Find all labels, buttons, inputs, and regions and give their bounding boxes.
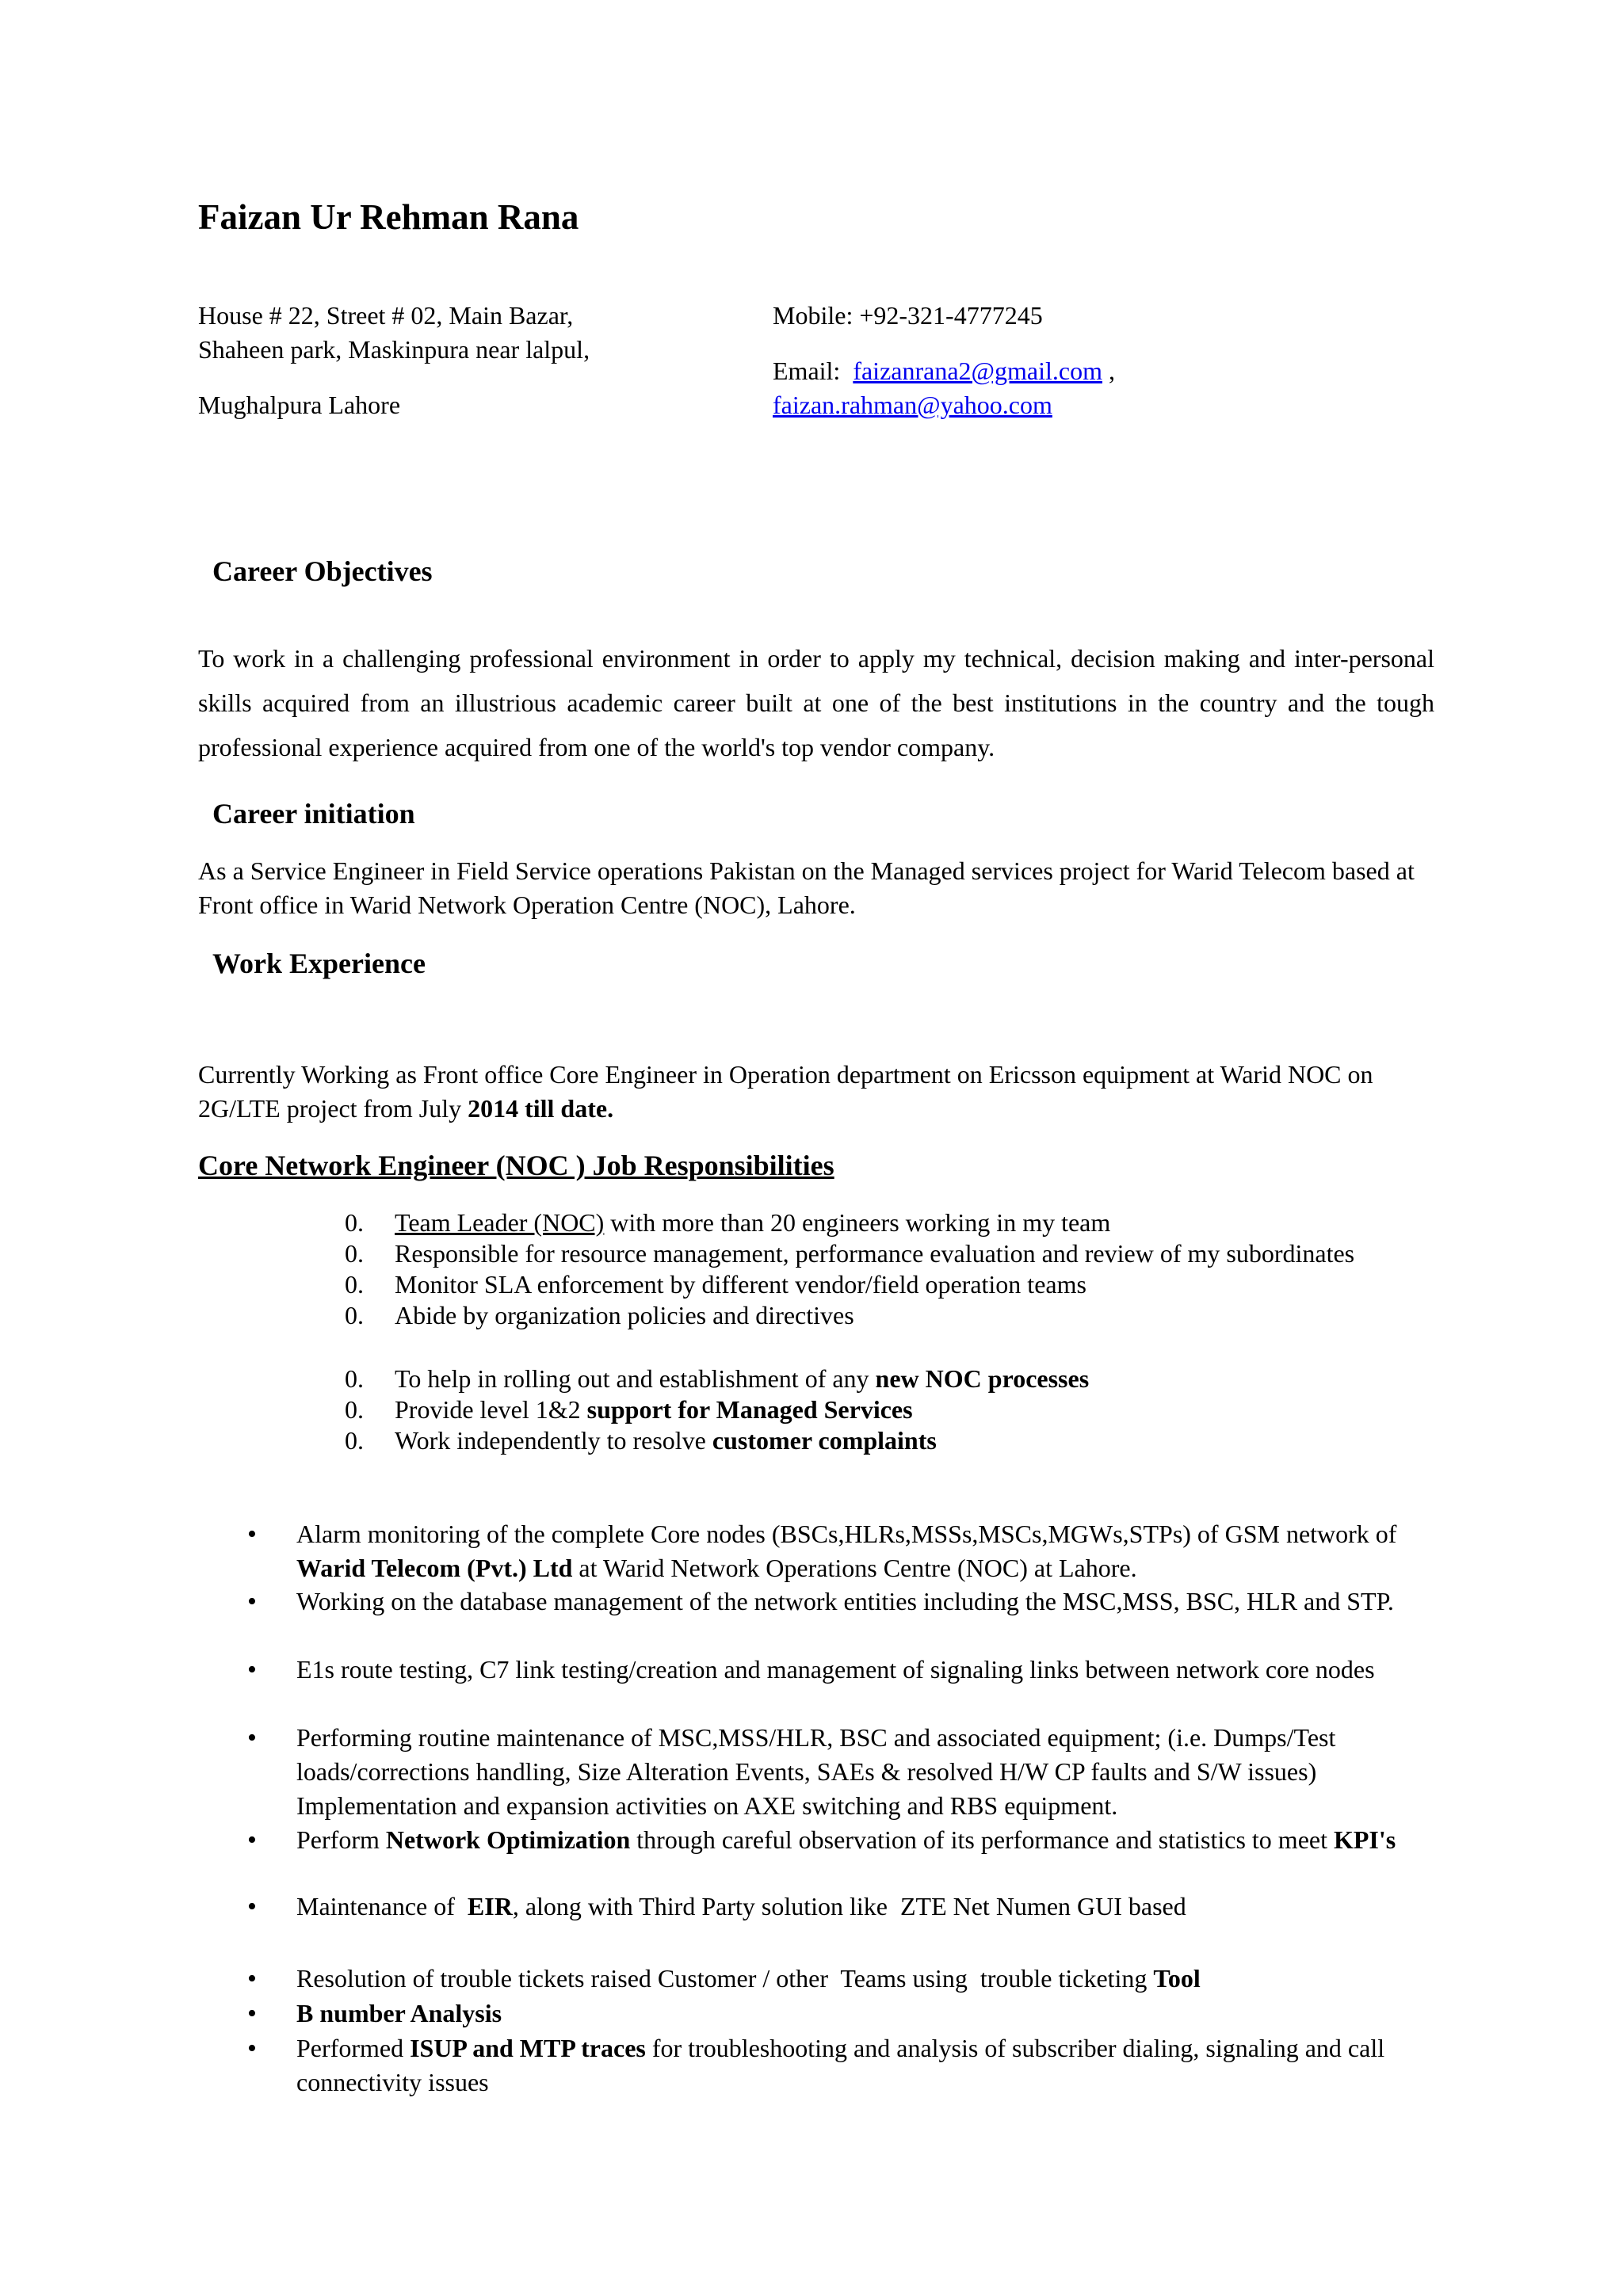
list-item-text: Provide level 1&2 bbox=[395, 1395, 587, 1424]
responsibilities-heading: Core Network Engineer (NOC ) Job Responsibilities bbox=[198, 1150, 834, 1181]
bullet-item bbox=[296, 1823, 1438, 1857]
bullet-item: Working on the database management of the network entities including the MSC,MSS, BSC, HLR and STP. bbox=[296, 1587, 1394, 1615]
email-label: Email: bbox=[773, 357, 841, 385]
work-experience-heading: Work Experience bbox=[212, 948, 426, 979]
bullet-item bbox=[296, 1997, 1438, 2031]
bullet-marker: • bbox=[247, 1723, 257, 1753]
bullet-item bbox=[296, 1517, 1438, 1585]
bullet-bold: B number Analysis bbox=[296, 1999, 502, 2027]
list-item-text: with more than 20 engineers working in my team bbox=[604, 1208, 1111, 1237]
bullet-marker: • bbox=[247, 1587, 257, 1616]
email-line bbox=[773, 354, 1115, 388]
bullet-text: Resolution of trouble tickets raised Customer / other Teams using trouble ticketing bbox=[296, 1964, 1154, 1993]
bullet-text: at Warid Network Operations Centre (NOC) at Lahore. bbox=[572, 1554, 1137, 1582]
bullet-text: for troubleshooting and analysis of subscriber dialing, signaling and call connectivity issues bbox=[296, 2034, 1385, 2096]
career-objectives-heading: Career Objectives bbox=[212, 555, 433, 587]
list-marker: 0. bbox=[345, 1270, 364, 1299]
career-objectives-text: To work in a challenging professional environment in order to apply my technical, decision making and inter-personal skills acquired from an illustrious academic career built at one of the best institutions in the country and the tough professional experience acquired from one of the world's top vendor company. bbox=[198, 644, 1434, 761]
bullet-marker: • bbox=[247, 1964, 257, 1993]
list-marker: 0. bbox=[345, 1301, 364, 1329]
list-marker: 0. bbox=[345, 1426, 364, 1455]
list-marker: 0. bbox=[345, 1364, 364, 1393]
address-line-3: Mughalpura Lahore bbox=[198, 391, 401, 419]
bullet-item bbox=[296, 1962, 1438, 1996]
career-initiation-text: As a Service Engineer in Field Service operations Pakistan on the Managed services project for Warid Telecom based at Front office in Warid Network Operation Centre (NOC), Lahore. bbox=[198, 856, 1415, 919]
list-item bbox=[395, 1395, 913, 1425]
bullet-marker: • bbox=[247, 1999, 257, 2028]
work-experience-text bbox=[198, 1058, 1434, 1126]
bullet-bold: Network Optimization bbox=[385, 1825, 631, 1854]
bullet-bold: Tool bbox=[1153, 1964, 1201, 1993]
bullet-text: Perform bbox=[296, 1825, 386, 1854]
bullet-item: E1s route testing, C7 link testing/creation and management of signaling links between network core nodes bbox=[296, 1655, 1375, 1684]
bullet-marker: • bbox=[247, 1825, 257, 1855]
mobile-number: Mobile: +92-321-4777245 bbox=[773, 301, 1043, 330]
bullet-bold: ISUP and MTP traces bbox=[410, 2034, 646, 2062]
list-item: Responsible for resource management, performance evaluation and review of my subordinates bbox=[395, 1239, 1355, 1268]
bullet-item bbox=[296, 1890, 1438, 1924]
address-line-1: House # 22, Street # 02, Main Bazar, bbox=[198, 301, 574, 330]
address-line-2: Shaheen park, Maskinpura near lalpul, bbox=[198, 335, 590, 364]
list-item: Monitor SLA enforcement by different vendor/field operation teams bbox=[395, 1270, 1086, 1299]
bullet-marker: • bbox=[247, 1892, 257, 1921]
list-item-bold: support for Managed Services bbox=[586, 1395, 913, 1424]
work-experience-text-b: 2014 till date. bbox=[468, 1094, 614, 1123]
list-item bbox=[395, 1208, 1110, 1238]
email-line-2 bbox=[773, 388, 1052, 422]
bullet-bold: KPI's bbox=[1333, 1825, 1396, 1854]
bullet-marker: • bbox=[247, 1655, 257, 1684]
bullet-marker: • bbox=[247, 1520, 257, 1549]
email-link-yahoo[interactable]: faizan.rahman@yahoo.com bbox=[773, 391, 1052, 419]
list-item-underlined: Team Leader (NOC) bbox=[395, 1208, 605, 1237]
bullet-bold: EIR bbox=[467, 1892, 513, 1920]
work-experience-text-a: Currently Working as Front office Core Engineer in Operation department on Ericsson equipment at Warid NOC on 2G/LTE project from July bbox=[198, 1060, 1373, 1123]
list-item bbox=[395, 1364, 1089, 1394]
list-item-bold: new NOC processes bbox=[875, 1364, 1090, 1393]
bullet-text: Maintenance of bbox=[296, 1892, 468, 1920]
list-item: Abide by organization policies and directives bbox=[395, 1301, 854, 1329]
email-separator: , bbox=[1108, 357, 1115, 385]
list-item-text: Work independently to resolve bbox=[395, 1426, 712, 1455]
bullet-bold: Warid Telecom (Pvt.) Ltd bbox=[296, 1554, 573, 1582]
list-item-text: To help in rolling out and establishment of any bbox=[395, 1364, 876, 1393]
bullet-text: through careful observation of its performance and statistics to meet bbox=[630, 1825, 1334, 1854]
list-marker: 0. bbox=[345, 1239, 364, 1268]
list-item-bold: customer complaints bbox=[712, 1426, 937, 1455]
bullet-marker: • bbox=[247, 2034, 257, 2063]
candidate-name: Faizan Ur Rehman Rana bbox=[198, 197, 579, 237]
email-link-gmail[interactable]: faizanrana2@gmail.com bbox=[853, 357, 1102, 385]
bullet-text: , along with Third Party solution like ZTE Net Numen GUI based bbox=[512, 1892, 1186, 1920]
bullet-text: Performed bbox=[296, 2034, 411, 2062]
list-item bbox=[395, 1426, 937, 1455]
bullet-text: Alarm monitoring of the complete Core nodes (BSCs,HLRs,MSSs,MSCs,MGWs,STPs) of GSM network of bbox=[296, 1520, 1397, 1548]
list-marker: 0. bbox=[345, 1208, 364, 1237]
bullet-item: Performing routine maintenance of MSC,MSS/HLR, BSC and associated equipment; (i.e. Dumps/Test loads/corrections handling, Size Alteration Events, SAEs & resolved H/W CP faults and S/W issues) Implementation and expansion activities on AXE switching and RBS equipment. bbox=[296, 1723, 1336, 1820]
list-marker: 0. bbox=[345, 1395, 364, 1424]
bullet-item bbox=[296, 2031, 1438, 2100]
career-initiation-heading: Career initiation bbox=[212, 798, 415, 830]
